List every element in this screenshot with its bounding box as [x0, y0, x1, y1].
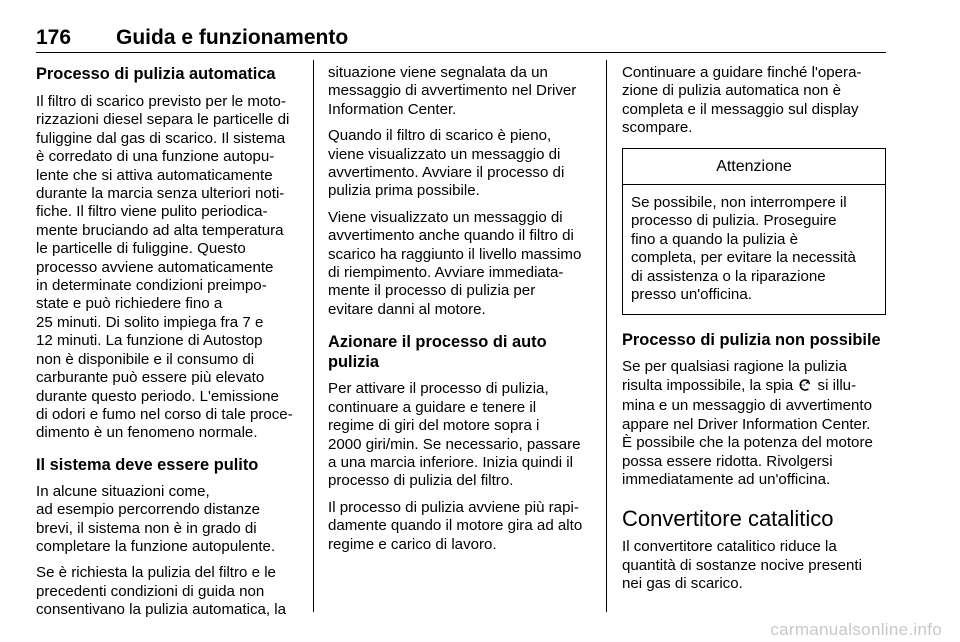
text-line: precedenti condizioni di guida non [36, 582, 265, 600]
text-line: è corredato di una funzione autopu- [36, 148, 275, 166]
text-line: avvertimento. Avviare il processo di [328, 164, 565, 182]
text-line: In alcune situazioni come, [36, 482, 210, 500]
heading-line: pulizia [328, 353, 379, 372]
text-line: nei gas di scarico. [622, 575, 743, 593]
text-line: di riempimento. Avviare immediata- [328, 264, 564, 282]
text-line: consentivano la pulizia automatica, la [36, 601, 287, 619]
text-line: situazione viene segnalata da un [328, 64, 548, 81]
text-line: possa essere ridotta. Rivolgersi [622, 452, 833, 470]
paragraph [622, 538, 886, 593]
text-line: fiche. Il filtro viene pulito periodica- [36, 203, 268, 221]
text-line: 2000 giri/min. Se necessario, passare [328, 435, 581, 453]
text-line: fino a quando la pulizia è [631, 230, 798, 248]
text-line: durante la marcia senza ulteriori noti- [36, 185, 285, 203]
text-line: immediatamente ad un'officina. [622, 470, 831, 488]
notice-title: Attenzione [623, 149, 885, 185]
text-line: processo avviene automaticamente [36, 258, 274, 276]
text-fragment: si illu- [813, 376, 857, 394]
text-line: 25 minuti. Di solito impiega fra 7 e [36, 313, 264, 331]
text-line: presso un'officina. [631, 286, 752, 304]
text-line: completa, per evitare la necessità [631, 249, 856, 267]
text-line: state e può richiedere fino a [36, 295, 223, 313]
text-line: avvertimento anche quando il filtro di [328, 227, 574, 245]
heading-catalytic-converter: Convertitore catalitico [622, 506, 834, 532]
text-line: processo di pulizia. Proseguire [631, 212, 837, 230]
text-line: a una marcia inferiore. Inizia quindi il [328, 453, 573, 471]
text-line: Per attivare il processo di pulizia, [328, 380, 549, 398]
paragraph [328, 127, 592, 201]
text-line: Se possibile, non interrompere il [631, 194, 847, 212]
column-1 [36, 64, 300, 620]
text-line: le particelle di fuliggine. Questo [36, 240, 246, 258]
text-fragment: risulta impossibile, la spia [622, 376, 798, 394]
text-line: non è disponibile e il consumo di [36, 350, 255, 368]
text-line: rizzazioni diesel separa le particelle di [36, 111, 290, 129]
heading-system-must-be-cleaned: Il sistema deve essere pulito [36, 455, 259, 474]
text-line: Information Center. [328, 100, 457, 118]
text-line: Il processo di pulizia avviene più rapi- [328, 498, 579, 516]
text-line: messaggio di avvertimento nel Driver [328, 82, 577, 100]
column-2 [328, 64, 592, 554]
text-line: Il convertitore catalitico riduce la [622, 538, 837, 556]
text-line: continuare a guidare e tenere il [328, 398, 537, 416]
text-line: Se è richiesta la pulizia del filtro e le [36, 564, 276, 582]
text-line: lente che si attiva automaticamente [36, 166, 273, 184]
text-line: È possibile che la potenza del motore [622, 434, 873, 452]
paragraph [622, 64, 886, 138]
heading-automatic-cleaning: Processo di pulizia automatica [36, 65, 276, 83]
column-3 [622, 64, 886, 594]
text-line: carburante può essere più elevato [36, 369, 265, 387]
text-line: mente bruciando ad alta temperatura [36, 221, 284, 239]
text-line: regime di giri del motore sopra i [328, 417, 540, 435]
text-line: Il filtro di scarico previsto per le moto- [36, 93, 286, 110]
text-line: Se per qualsiasi ragione la pulizia [622, 358, 847, 376]
text-line: brevi, il sistema non è in grado di [36, 519, 257, 537]
text-line: completare la funzione autopulente. [36, 537, 276, 555]
text-line: quantità di sostanze nocive presenti [622, 556, 862, 574]
text-line: evitare danni al motore. [328, 300, 486, 318]
column-divider [313, 60, 314, 612]
paragraph [328, 380, 592, 490]
paragraph [328, 209, 592, 319]
text-line: zione di pulizia automatica non è [622, 82, 841, 100]
text-line: Continuare a guidare finché l'opera- [622, 64, 862, 81]
text-line: dimento è un fenomeno normale. [36, 424, 258, 442]
text-line: scompare. [622, 119, 693, 137]
text-line: viene visualizzato un messaggio di [328, 145, 561, 163]
paragraph [36, 564, 300, 619]
heading-cleaning-not-possible: Processo di pulizia non possibile [622, 331, 881, 350]
page-number: 176 [36, 26, 72, 49]
text-line: durante questo periodo. L'emissione [36, 387, 279, 405]
text-line: mente il processo di pulizia per [328, 282, 536, 300]
glow-plug-warning-icon [797, 378, 813, 397]
page-header [36, 26, 886, 53]
paragraph [36, 483, 300, 557]
text-line: ad esempio percorrendo distanze [36, 501, 261, 519]
paragraph [36, 93, 300, 443]
heading-start-cleaning [328, 332, 592, 372]
text-line: di odori e fumo nel corso di tale proce- [36, 405, 293, 423]
paragraph [328, 64, 592, 119]
paragraph [622, 358, 886, 489]
attention-notice [622, 148, 886, 316]
heading-line: Azionare il processo di auto [328, 333, 547, 352]
text-line: di assistenza o la riparazione [631, 267, 826, 285]
notice-body [623, 185, 885, 314]
text-line: damente quando il motore gira ad alto [328, 517, 583, 535]
text-line: appare nel Driver Information Center. [622, 415, 871, 433]
text-line: regime e carico di lavoro. [328, 535, 497, 553]
section-title: Guida e funzionamento [116, 26, 349, 49]
text-line: mina e un messaggio di avvertimento [622, 397, 873, 415]
text-line: completa e il messaggio sul display [622, 100, 859, 118]
text-line: fuliggine dal gas di scarico. Il sistema [36, 129, 286, 147]
watermark: carmanualsonline.info [770, 620, 942, 639]
text-line: processo di pulizia del filtro. [328, 472, 514, 490]
text-line: Viene visualizzato un messaggio di [328, 208, 563, 226]
text-line: pulizia prima possibile. [328, 182, 480, 200]
column-divider [606, 60, 607, 612]
text-line: scarico ha raggiunto il livello massimo [328, 245, 582, 263]
text-line: Quando il filtro di scarico è pieno, [328, 127, 552, 145]
paragraph [328, 499, 592, 554]
text-line [622, 377, 886, 397]
text-line: 12 minuti. La funzione di Autostop [36, 332, 263, 350]
text-line: in determinate condizioni preimpo- [36, 277, 267, 295]
